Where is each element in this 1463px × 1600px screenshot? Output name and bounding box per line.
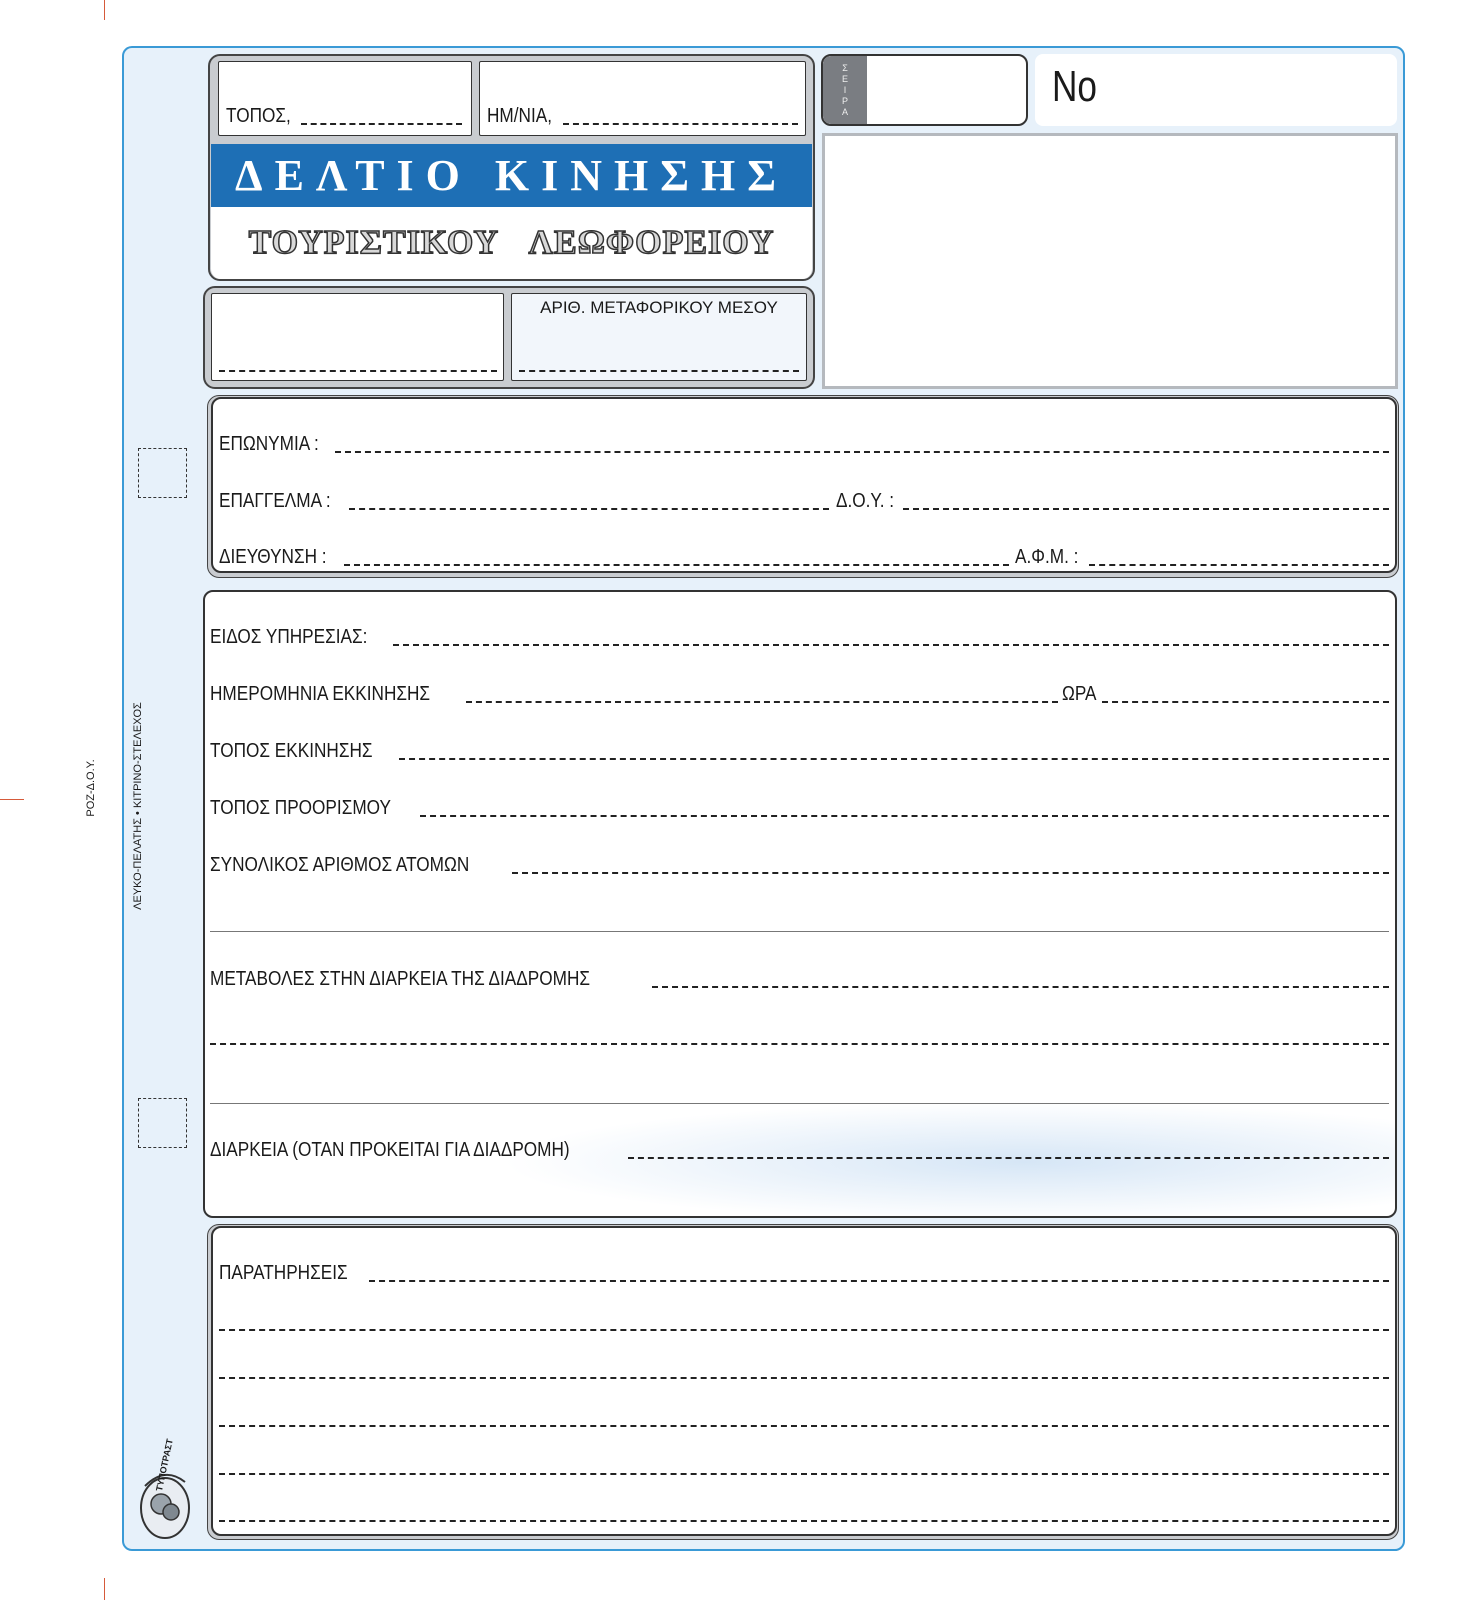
trip-divider-2 — [210, 1103, 1389, 1104]
series-letter: Ε — [841, 73, 848, 84]
changes-dashes — [652, 986, 1389, 988]
publisher-logo-text: ΤΥΠΟΤΡΑΣΤ — [154, 1437, 175, 1493]
address-label: ΔΙΕΥΘΥΝΣΗ : — [219, 546, 327, 568]
place-label: ΤΟΠΟΣ, — [226, 105, 291, 127]
time-label: ΩΡΑ — [1062, 683, 1097, 705]
tax-office-dashes — [903, 508, 1389, 510]
changes-field[interactable] — [210, 963, 1389, 991]
series-tab — [823, 56, 867, 124]
crop-mark-left — [0, 799, 24, 800]
vehicle-number-dashes[interactable] — [519, 370, 799, 372]
name-dashes — [335, 451, 1389, 453]
vehicle-left-dashes[interactable] — [219, 370, 497, 372]
copies-line-1: ΡΟΖ-Δ.Ο.Υ. — [85, 759, 97, 817]
destination-dashes — [420, 815, 1389, 817]
remarks-line[interactable] — [219, 1377, 1389, 1379]
changes-label: ΜΕΤΑΒΟΛΕΣ ΣΤΗΝ ΔΙΑΡΚΕΙΑ ΤΗΣ ΔΙΑΔΡΟΜΗΣ — [210, 968, 591, 990]
departure-place-dashes — [399, 758, 1389, 760]
remarks-line[interactable] — [219, 1329, 1389, 1331]
destination-field[interactable] — [210, 792, 1389, 820]
time-dashes — [1102, 701, 1389, 703]
address-dashes — [344, 564, 1009, 566]
binding-mark-top — [138, 448, 187, 498]
remarks-line[interactable] — [219, 1425, 1389, 1427]
departure-date-label: ΗΜΕΡΟΜΗΝΙΑ ΕΚΚΙΝΗΣΗΣ — [210, 683, 431, 705]
profession-dashes — [349, 508, 829, 510]
vat-label: Α.Φ.Μ. : — [1015, 546, 1079, 568]
duration-dashes — [628, 1157, 1389, 1159]
vat-field[interactable] — [1015, 541, 1389, 569]
address-field[interactable] — [219, 541, 1009, 569]
remarks-line[interactable] — [219, 1473, 1389, 1475]
vehicle-left-box — [211, 293, 504, 381]
time-field[interactable] — [1062, 678, 1389, 706]
date-label: ΗΜ/ΝΙΑ, — [487, 105, 552, 127]
series-box[interactable] — [821, 54, 1028, 126]
place-dashes — [301, 123, 462, 125]
departure-place-field[interactable] — [210, 735, 1389, 763]
vehicle-number-label: ΑΡΙΘ. ΜΕΤΑΦΟΡΙΚΟΥ ΜΕΣΟΥ — [540, 298, 778, 317]
passengers-dashes — [512, 872, 1389, 874]
duration-field[interactable] — [210, 1134, 1389, 1162]
name-label: ΕΠΩΝΥΜΙΑ : — [219, 433, 319, 455]
binding-mark-bottom — [138, 1098, 187, 1148]
departure-date-field[interactable] — [210, 678, 1058, 706]
passengers-field[interactable] — [210, 849, 1389, 877]
place-field[interactable] — [226, 100, 462, 128]
passengers-label: ΣΥΝΟΛΙΚΟΣ ΑΡΙΘΜΟΣ ΑΤΟΜΩΝ — [210, 854, 470, 876]
tax-office-label: Δ.Ο.Υ. : — [836, 490, 895, 512]
remarks-field[interactable] — [219, 1257, 1389, 1285]
issuer-stamp-box[interactable] — [822, 133, 1398, 389]
remarks-dashes — [369, 1280, 1389, 1282]
name-field[interactable] — [219, 428, 1389, 456]
form-title: ΔΕΛΤΙΟ ΚΙΝΗΣΗΣ — [211, 144, 812, 207]
crop-mark-top — [104, 0, 105, 20]
crop-mark-bottom — [104, 1578, 105, 1600]
departure-date-dashes — [466, 701, 1058, 703]
series-letter: Ρ — [841, 95, 848, 106]
date-dashes — [563, 123, 798, 125]
changes-extra-line[interactable] — [210, 1043, 1389, 1045]
service-type-label: ΕΙΔΟΣ ΥΠΗΡΕΣΙΑΣ: — [210, 626, 368, 648]
tax-office-field[interactable] — [836, 485, 1389, 513]
copies-line-2: ΛΕΥΚΟ-ΠΕΛΑΤΗΣ • ΚΙΤΡΙΝΟ-ΣΤΕΛΕΧΟΣ — [132, 702, 144, 910]
series-letter: Α — [841, 106, 848, 117]
date-field[interactable] — [487, 100, 798, 128]
profession-field[interactable] — [219, 485, 829, 513]
series-letter: Ι — [843, 84, 847, 95]
duration-label: ΔΙΑΡΚΕΙΑ (ΟΤΑΝ ΠΡΟΚΕΙΤΑΙ ΓΙΑ ΔΙΑΔΡΟΜΗ) — [210, 1139, 570, 1161]
remarks-line[interactable] — [219, 1520, 1389, 1522]
series-letter: Σ — [842, 62, 848, 73]
departure-place-label: ΤΟΠΟΣ ΕΚΚΙΝΗΣΗΣ — [210, 740, 373, 762]
vat-dashes — [1089, 564, 1389, 566]
service-type-dashes — [393, 644, 1389, 646]
form-subtitle: ΤΟΥΡΙΣΤΙΚΟΥ ΛΕΩΦΟΡΕΙΟΥ — [248, 224, 775, 261]
number-label: No — [1052, 62, 1097, 111]
destination-label: ΤΟΠΟΣ ΠΡΟΟΡΙΣΜΟΥ — [210, 797, 391, 819]
trip-divider-1 — [210, 931, 1389, 932]
service-type-field[interactable] — [210, 621, 1389, 649]
profession-label: ΕΠΑΓΓΕΛΜΑ : — [219, 490, 331, 512]
remarks-label: ΠΑΡΑΤΗΡΗΣΕΙΣ — [219, 1262, 348, 1284]
